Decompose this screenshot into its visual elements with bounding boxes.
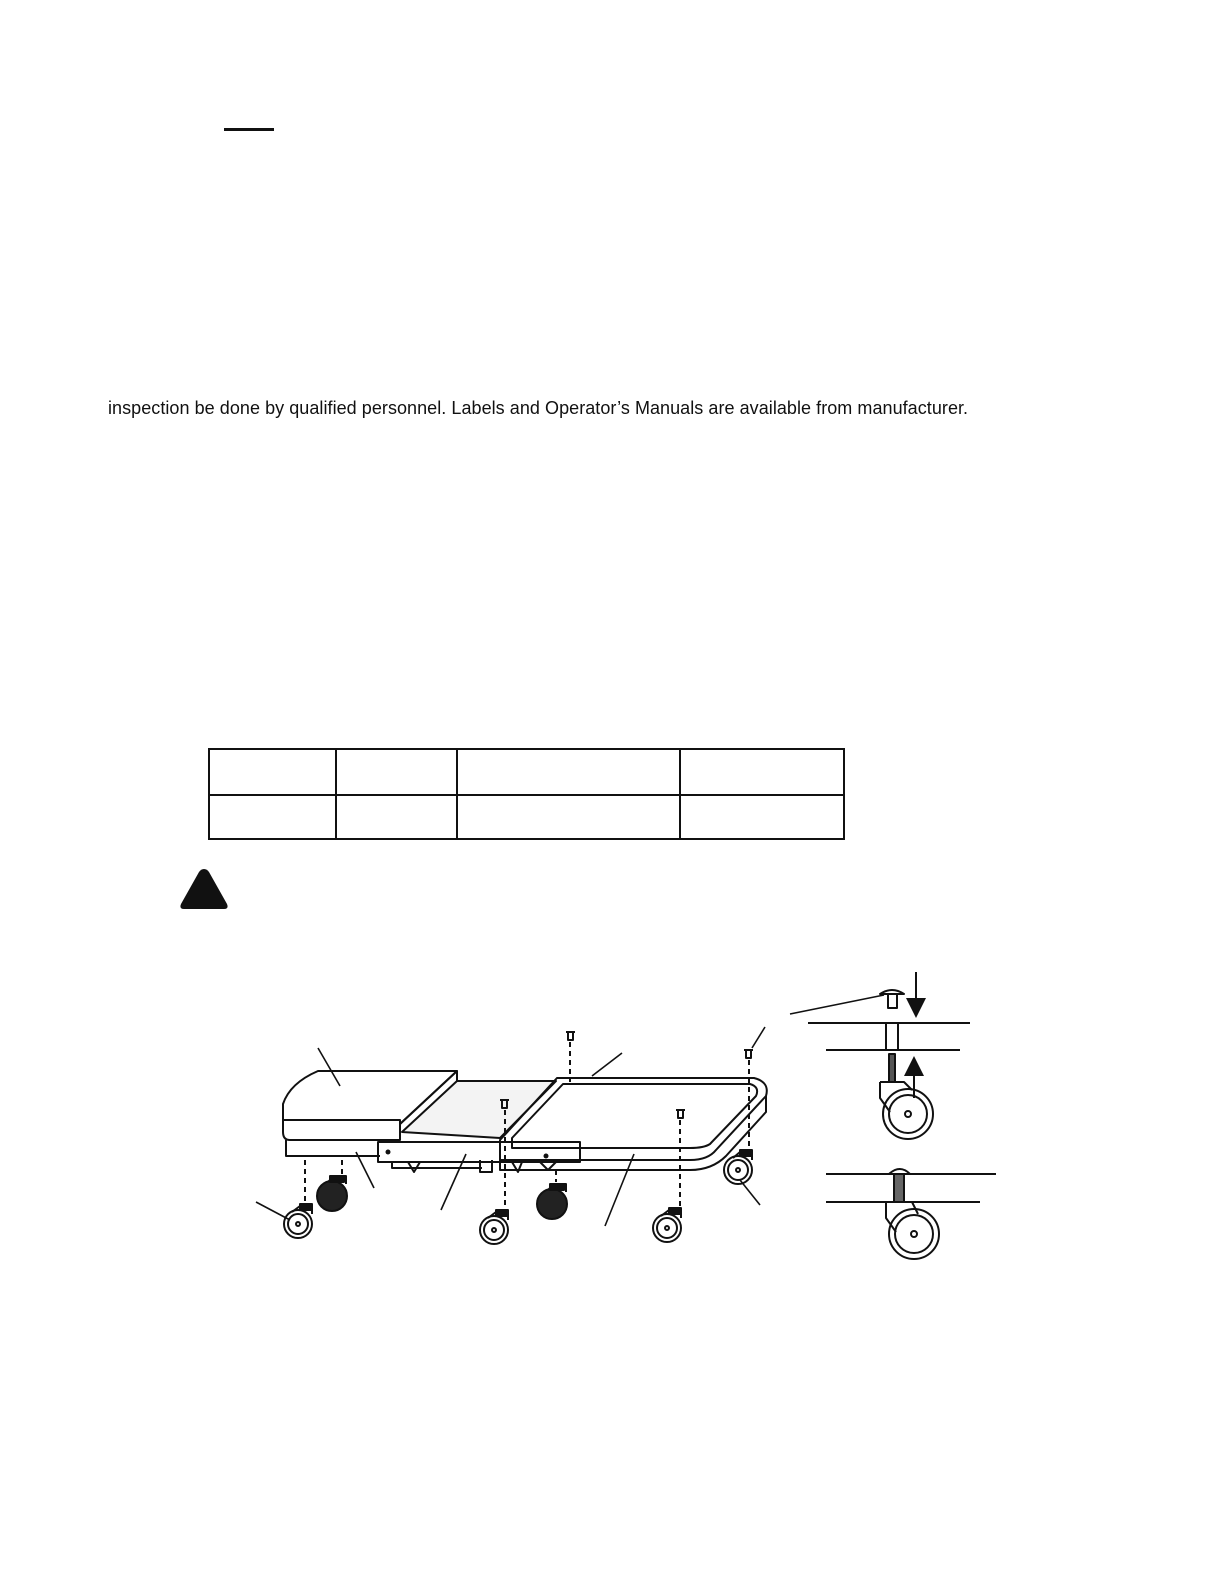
- caster-wheel: [653, 1208, 681, 1242]
- callout-leader-lines: [256, 995, 884, 1226]
- caster-wheel-dark: [537, 1184, 567, 1219]
- caster-detail-view: [826, 1169, 996, 1259]
- middle-pad: [402, 1081, 556, 1138]
- bolt: [744, 1050, 753, 1058]
- caster-wheel: [284, 1204, 312, 1238]
- bolt: [566, 1032, 575, 1040]
- caster-wheel-dark: [317, 1176, 347, 1211]
- side-rail: [378, 1142, 580, 1172]
- bolt: [676, 1110, 685, 1118]
- body-text-line: inspection be done by qualified personnel. Labels and Operator’s Manuals are available from manufacturer.: [108, 398, 969, 418]
- caster-wheel: [480, 1210, 508, 1244]
- bolt-detail-view: [808, 972, 970, 1139]
- caster-wheel: [724, 1150, 752, 1184]
